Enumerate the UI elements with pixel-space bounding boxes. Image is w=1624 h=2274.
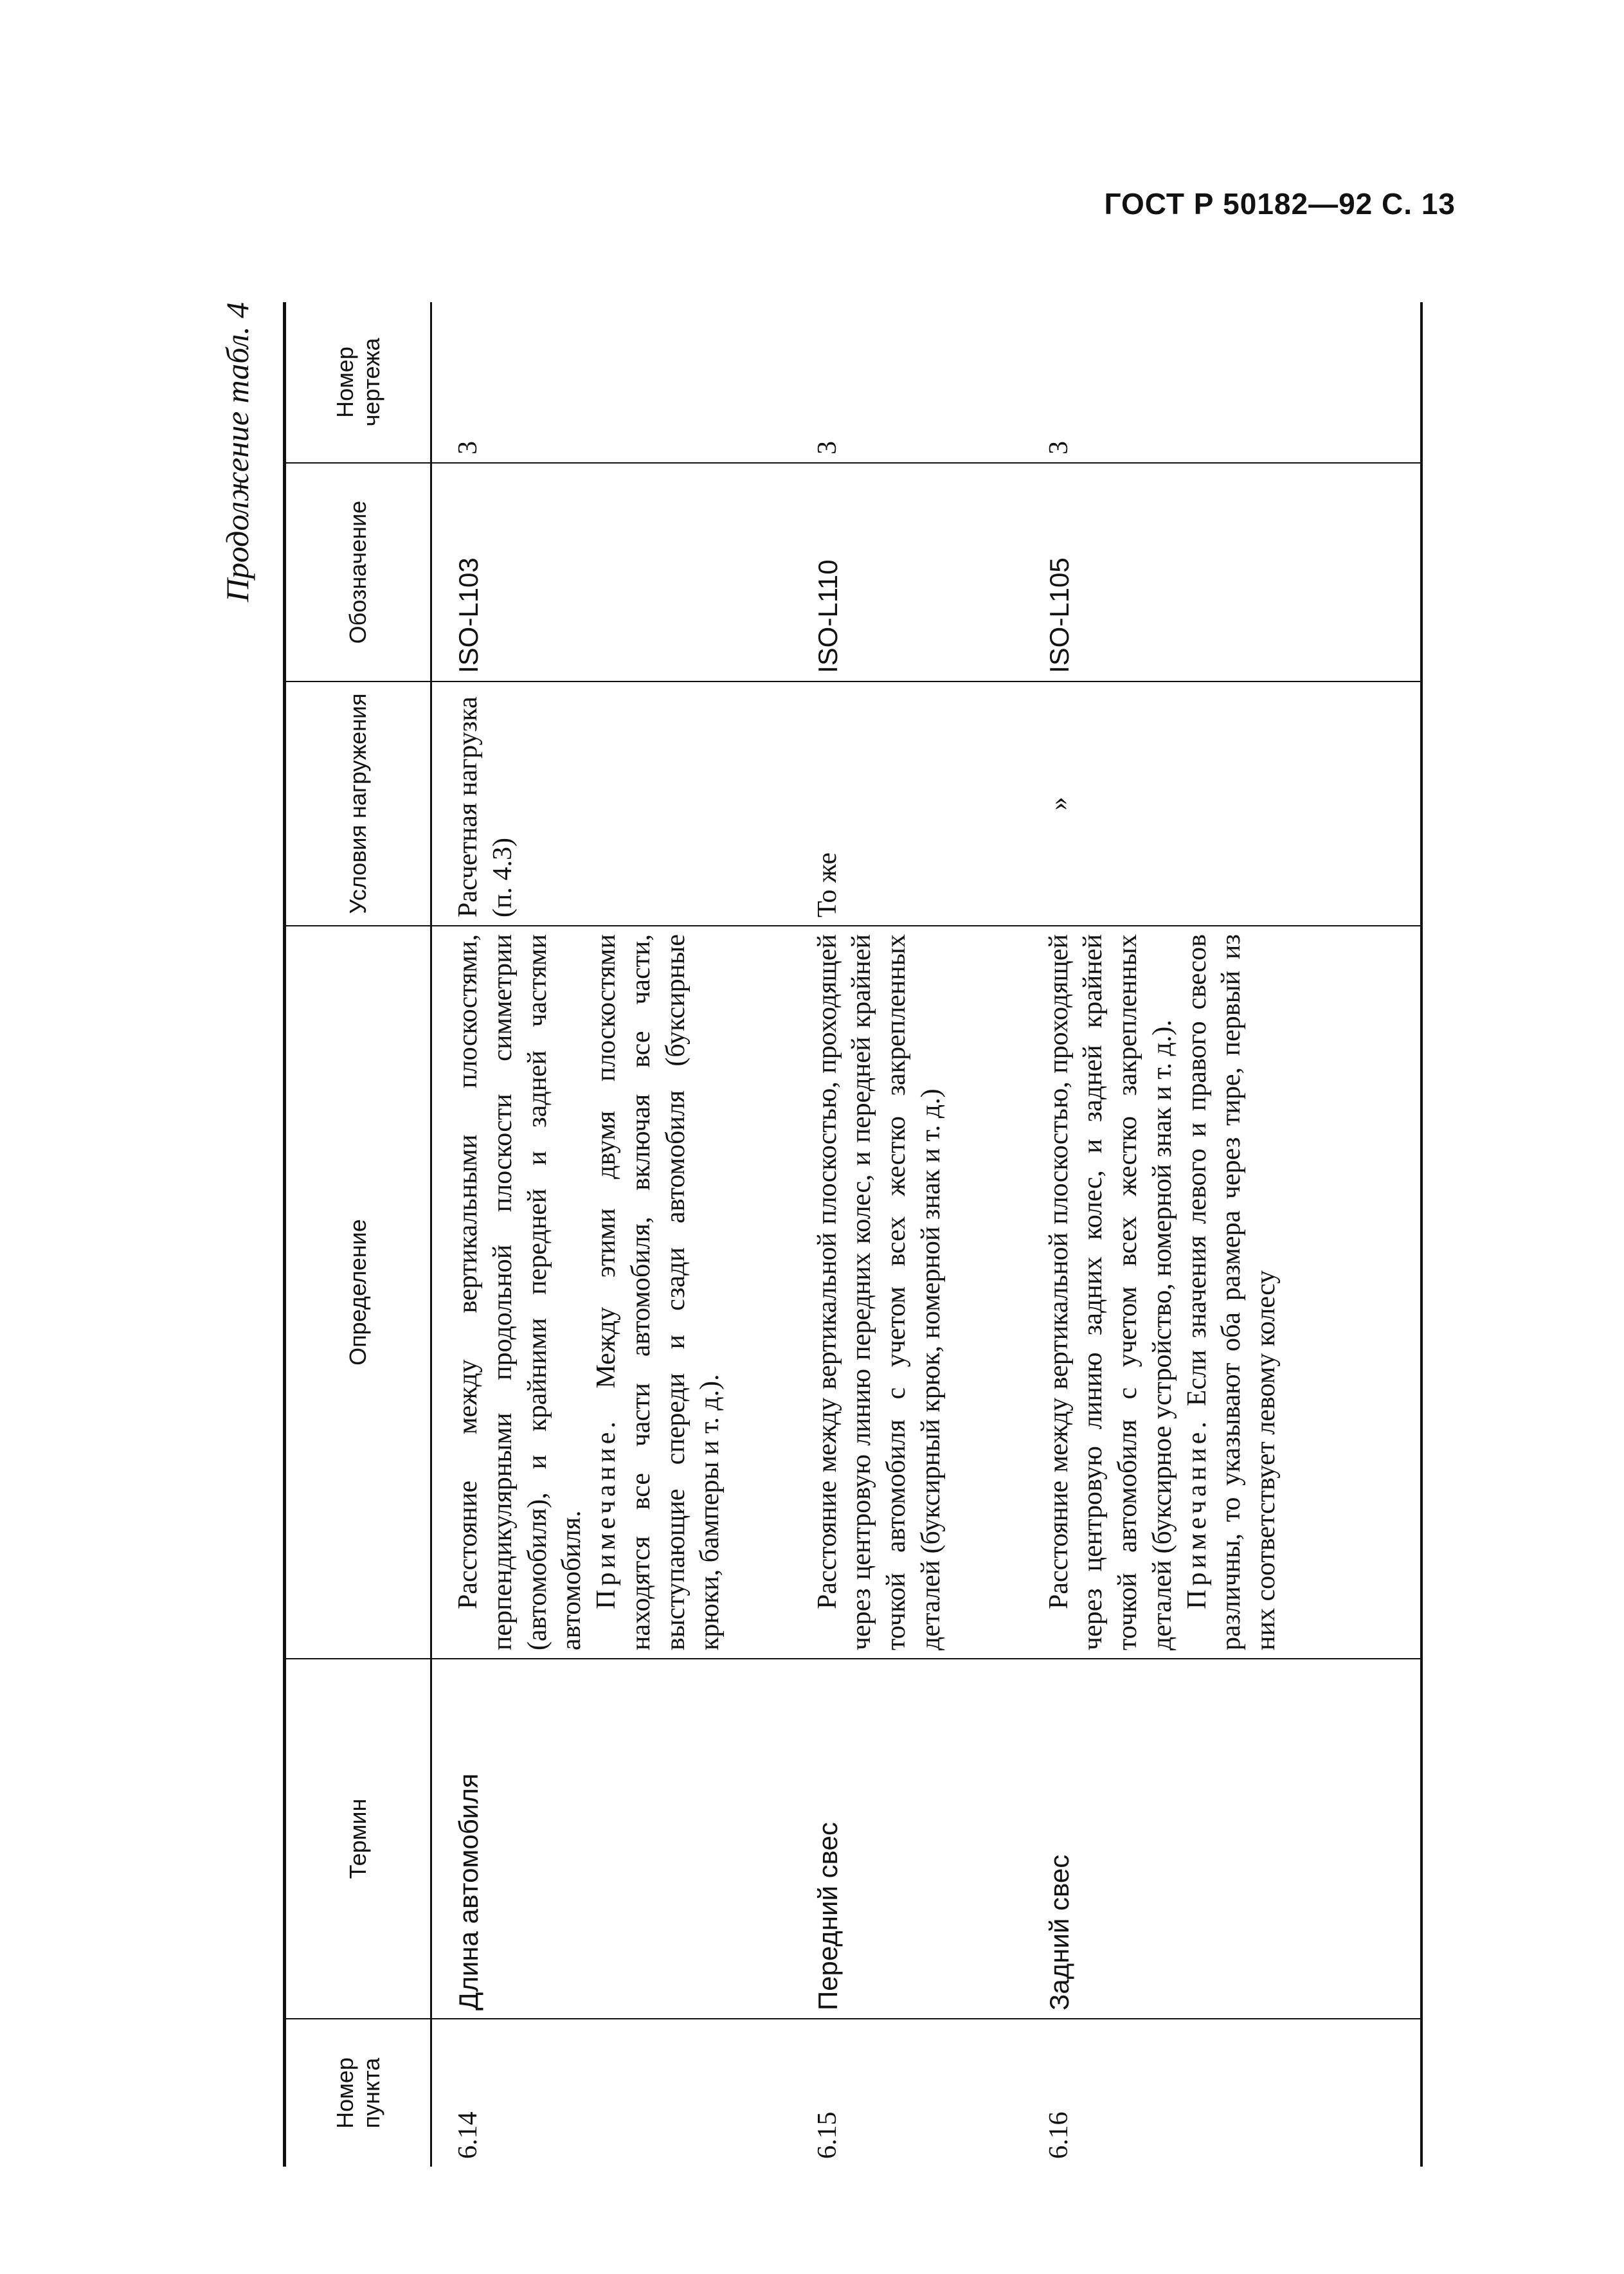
note-paragraph <box>590 934 728 1650</box>
note-label: Примечание. <box>1182 1418 1212 1609</box>
col-header-designation: Обозначение <box>285 463 431 681</box>
terms-table <box>283 302 1423 2167</box>
row-designation: ISO-L103 <box>431 463 791 681</box>
col-header-definition: Определение <box>285 926 431 1659</box>
row-num: 6.15 <box>812 2111 842 2159</box>
row-conditions: То же <box>791 681 1023 926</box>
row-designation: ISO-L105 <box>1023 463 1421 681</box>
note-label: Примечание. <box>591 1418 621 1609</box>
table-row <box>431 302 791 2167</box>
col-header-figure: Номер чертежа <box>285 302 431 463</box>
table-row <box>791 302 1023 2167</box>
row-definition <box>431 926 791 1659</box>
row-conditions: » <box>1023 681 1421 926</box>
table-row <box>1023 302 1421 2167</box>
col-header-term: Термин <box>285 1659 431 2019</box>
definition-text: Расстояние между вертикальной плоскостью, проходящей через центровую линию задних колес, и задней крайней точкой автомобиля с учетом всех жестко закрепленных деталей (буксирное устройство, номерной знак и т. д.). <box>1043 934 1177 1650</box>
col-header-conditions: Условия нагружения <box>285 681 431 926</box>
row-term: Длина автомобиля <box>431 1659 791 2019</box>
row-figure: 3 <box>431 302 791 463</box>
row-designation: ISO-L110 <box>791 463 1023 681</box>
note-text: Между этими двумя плоскостями находятся все части автомобиля, включая все части, выступающие спереди и сзади автомобиля (буксирные крюки, бамперы и т. д.). <box>591 934 725 1650</box>
table-caption: Продолжение табл. 4 <box>219 302 255 602</box>
rotated-table-area <box>219 302 1492 2167</box>
page-header: ГОСТ Р 50182—92 С. 13 <box>1104 187 1456 221</box>
col-header-num: Номер пункта <box>285 2019 431 2167</box>
row-num: 6.14 <box>453 2111 483 2159</box>
row-term: Задний свес <box>1023 1659 1421 2019</box>
definition-text: Расстояние между вертикальной плоскостью, проходящей через центровую линию передних колес, и передней крайней точкой автомобиля с учетом всех жестко закрепленных деталей (буксирный крюк, номерной знак и т. д.) <box>812 934 946 1650</box>
row-definition <box>791 926 1023 1659</box>
row-term: Передний свес <box>791 1659 1023 2019</box>
row-num: 6.16 <box>1023 2019 1421 2167</box>
definition-text: Расстояние между вертикальными плоскостями, перпендикулярными продольной плоскости симметрии (автомобиля), и крайними передней и задней частями автомобиля. <box>453 934 587 1650</box>
table-header-row <box>285 302 431 2167</box>
row-figure: 3 <box>791 302 1023 463</box>
note-paragraph <box>1180 934 1284 1650</box>
row-figure: 3 <box>1023 302 1421 463</box>
row-conditions: Расчетная нагрузка (п. 4.3) <box>431 681 791 926</box>
note-text: Если значения левого и правого свесов различны, то указывают оба размера через тире, первый из них соответствует левому колесу <box>1182 934 1281 1650</box>
row-definition <box>1023 926 1421 1659</box>
